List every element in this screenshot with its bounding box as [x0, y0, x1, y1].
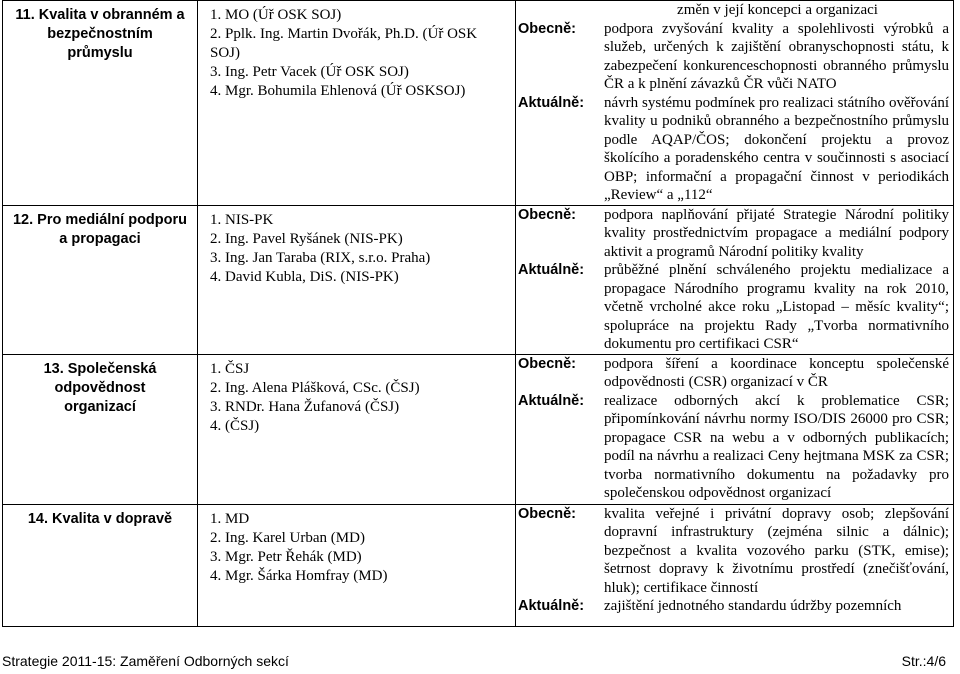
obecne-block: [518, 206, 949, 262]
area-line: odpovědnost: [54, 379, 146, 396]
obecne-block: [518, 505, 949, 598]
obecne-block: [518, 355, 949, 392]
aktualne-text: návrh systému podmínek pro realizaci státního ověřování kvality u podniků obranného a bezpečnostního průmyslu podle AQAP/ČOS; dokončení projektu a provoz školícího a poradenského centra v součinnosti s asociací OBP; informační a propagační činnost v periodikách „Review“ a „112“: [604, 94, 949, 203]
person-line: 2. Ing. Pavel Ryšánek (NIS-PK): [210, 230, 403, 247]
people-cell: [198, 354, 516, 504]
sections-table: [2, 0, 954, 627]
description-cell: [516, 1, 954, 206]
description-cell: [516, 205, 954, 354]
area-line: 12. Pro mediální podporu: [12, 211, 188, 228]
page-number: Str.:4/6: [901, 653, 946, 669]
person-line: 4. David Kubla, DiS. (NIS-PK): [210, 268, 399, 285]
area-line: 14. Kvalita v dopravě: [27, 510, 173, 527]
table-row: [3, 504, 954, 626]
person-line: 1. NIS-PK: [210, 211, 274, 228]
table-row: [3, 354, 954, 504]
area-line: 11. Kvalita v obranném a: [15, 7, 185, 23]
aktualne-text: zajištění jednotného standardu údržby pozemních: [604, 598, 902, 614]
obecne-label: Obecně:: [518, 355, 577, 372]
obecne-label: Obecně:: [518, 505, 577, 522]
obecne-text: podpora šíření a koordinace konceptu společenské odpovědnosti (CSR) organizací v ČR: [604, 355, 949, 390]
area-line: průmyslu: [67, 45, 133, 61]
person-line: 3. RNDr. Hana Žufanová (ČSJ): [210, 398, 400, 415]
obecne-text: podpora naplňování přijaté Strategie Národní politiky kvality prostřednictvím propagace a mediální podpory aktivit a programů Národní politiky kvality: [604, 206, 949, 260]
aktualne-label: Aktuálně:: [518, 262, 585, 278]
aktualne-label: Aktuálně:: [518, 392, 585, 409]
area-line: a propagaci: [59, 230, 141, 247]
person-line: 3. Ing. Petr Vacek (Úř OSK SOJ): [210, 64, 409, 80]
person-line: 4. Mgr. Šárka Homfray (MD): [210, 567, 388, 584]
aktualne-label: Aktuálně:: [518, 598, 585, 614]
aktualne-block: [518, 597, 949, 616]
person-line: 1. ČSJ: [210, 360, 250, 377]
obecne-label: Obecně:: [518, 206, 577, 223]
person-line: 4. (ČSJ): [210, 417, 260, 434]
area-cell: [3, 504, 198, 626]
people-cell: [198, 205, 516, 354]
description-cell: [516, 504, 954, 626]
footer-title: Strategie 2011-15: Zaměření Odborných sekcí: [2, 653, 289, 669]
area-cell: [3, 205, 198, 354]
aktualne-block: [518, 261, 949, 354]
person-line: 1. MD: [210, 510, 250, 527]
person-line: 3. Mgr. Petr Řehák (MD): [210, 548, 362, 565]
people-cell: [198, 1, 516, 206]
aktualne-block: [518, 392, 949, 503]
aktualne-block: [518, 94, 949, 205]
aktualne-text: realizace odborných akcí k problematice CSR; připomínkování návrhu normy ISO/DIS 26000 pro CSR; propagace CSR na webu a v odborných publikacích; podíl na návrhu a realizaci Ceny hejtmana MSK za CSR; tvorba normativního dokumentu na požadavky pro společenskou odpovědnost organizací: [604, 392, 949, 501]
person-line: 2. Ing. Karel Urban (MD): [210, 529, 365, 546]
area-line: organizací: [64, 398, 136, 415]
people-cell: [198, 504, 516, 626]
description-cell: [516, 354, 954, 504]
area-cell: [3, 354, 198, 504]
aktualne-text: průběžné plnění schváleného projektu medializace a propagace Národního programu kvality na rok 2010, včetně vrcholné akce roku „Listopad – měsíc kvality“; spolupráce na projektu Rady „Tvorba normativního dokumentu pro certifikaci CSR“: [604, 262, 949, 352]
person-line: 4. Mgr. Bohumila Ehlenová (Úř OSKSOJ): [210, 83, 466, 99]
obecne-block: [518, 20, 949, 94]
person-line: 1. MO (Úř OSK SOJ): [210, 7, 342, 23]
continued-text: změn v její koncepci a organizaci: [677, 2, 878, 18]
person-line: SOJ): [210, 45, 241, 61]
person-line: 2. Ing. Alena Plášková, CSc. (ČSJ): [210, 379, 420, 396]
table-row: [3, 205, 954, 354]
obecne-text: podpora zvyšování kvality a spolehlivosti výrobků a služeb, určených k zajištění obranyschopnosti státu, k zabezpečení konkurenceschopnosti obranného průmyslu ČR a k plnění závazků ČR vůči NATO: [604, 20, 949, 92]
obecne-label: Obecně:: [518, 20, 577, 37]
obecne-text: kvalita veřejné i privátní dopravy osob; zlepšování dopravní infrastruktury (zejména silnic a dálnic); bezpečnost a kvalita vozového parku (STK, emise); šetrnost dopravy k životnímu prostředí (znečišťování, hluk); certifikace činností: [604, 505, 949, 596]
area-cell: [3, 1, 198, 206]
table-row: [3, 1, 954, 206]
area-line: 13. Společenská: [43, 360, 157, 377]
aktualne-label: Aktuálně:: [518, 94, 585, 111]
area-line: bezpečnostním: [47, 26, 153, 42]
person-line: 3. Ing. Jan Taraba (RIX, s.r.o. Praha): [210, 249, 431, 266]
person-line: 2. Pplk. Ing. Martin Dvořák, Ph.D. (Úř OSK: [210, 26, 478, 42]
